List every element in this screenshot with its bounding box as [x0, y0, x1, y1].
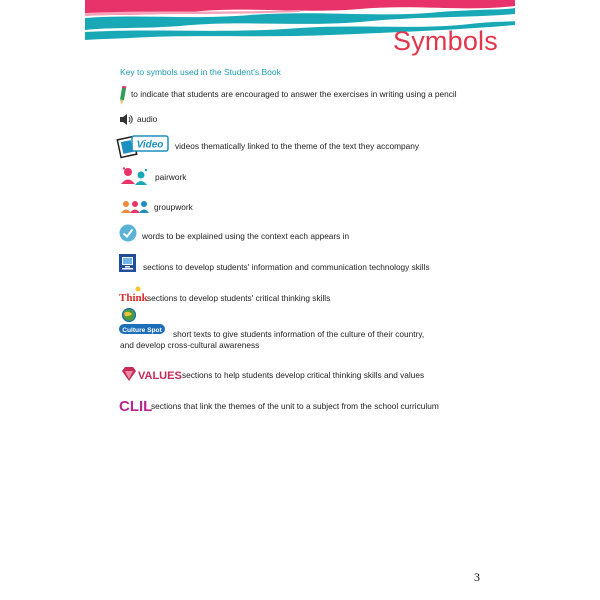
values-icon-label: VALUES: [138, 370, 182, 382]
computer-icon: [119, 254, 136, 272]
page-number: 3: [474, 570, 480, 584]
symbol-description: words to be explained using the context each appears in: [142, 231, 350, 241]
list-item: [131, 89, 457, 100]
clil-icon-label: CLIL: [119, 398, 153, 415]
symbol-description: videos thematically linked to the theme of the text they accompany: [175, 141, 419, 151]
list-item: [173, 329, 424, 340]
list-item: [142, 231, 349, 242]
symbol-description: sections to develop students' information and communication technology skills: [143, 262, 430, 272]
list-item: [147, 293, 330, 304]
list-item: [175, 141, 419, 152]
list-item: [182, 370, 424, 381]
header-banner: [0, 0, 600, 48]
video-icon: [118, 134, 170, 158]
list-item: [154, 202, 193, 213]
symbol-description: to indicate that students are encouraged to answer the exercises in writing using a pencil: [131, 89, 457, 99]
key-heading: Key to symbols used in the Student's Book: [120, 67, 281, 77]
symbol-description: groupwork: [154, 202, 193, 212]
think-icon-label: Think: [119, 292, 148, 304]
list-item: [155, 172, 186, 183]
think-icon: [118, 286, 148, 304]
checkmark-icon: [119, 224, 137, 242]
pencil-icon: [118, 86, 128, 106]
clil-icon: [118, 395, 154, 415]
symbol-description: pairwork: [155, 172, 187, 182]
page-title: Symbols: [393, 26, 498, 56]
video-icon-label: Video: [136, 139, 164, 151]
groupwork-icon: [121, 200, 149, 213]
symbol-description-continued: and develop cross-cultural awareness: [120, 340, 260, 350]
list-item: [137, 114, 157, 125]
values-icon: [120, 366, 180, 382]
culture-spot-icon: [116, 307, 168, 337]
symbol-description: audio: [137, 114, 158, 124]
symbol-description: short texts to give students information of the culture of their country,: [173, 329, 425, 339]
list-item: [151, 401, 439, 412]
symbol-description: sections to develop students' critical thinking skills: [147, 293, 331, 303]
pairwork-icon: [120, 167, 150, 185]
culture-spot-label: Culture Spot: [122, 326, 162, 334]
list-item: [143, 262, 430, 273]
symbol-description: sections to help students develop critical thinking skills and values: [182, 370, 425, 380]
list-item: [120, 340, 259, 351]
symbol-description: sections that link the themes of the unit to a subject from the school curriculum: [151, 401, 439, 411]
speaker-icon: [120, 114, 134, 125]
